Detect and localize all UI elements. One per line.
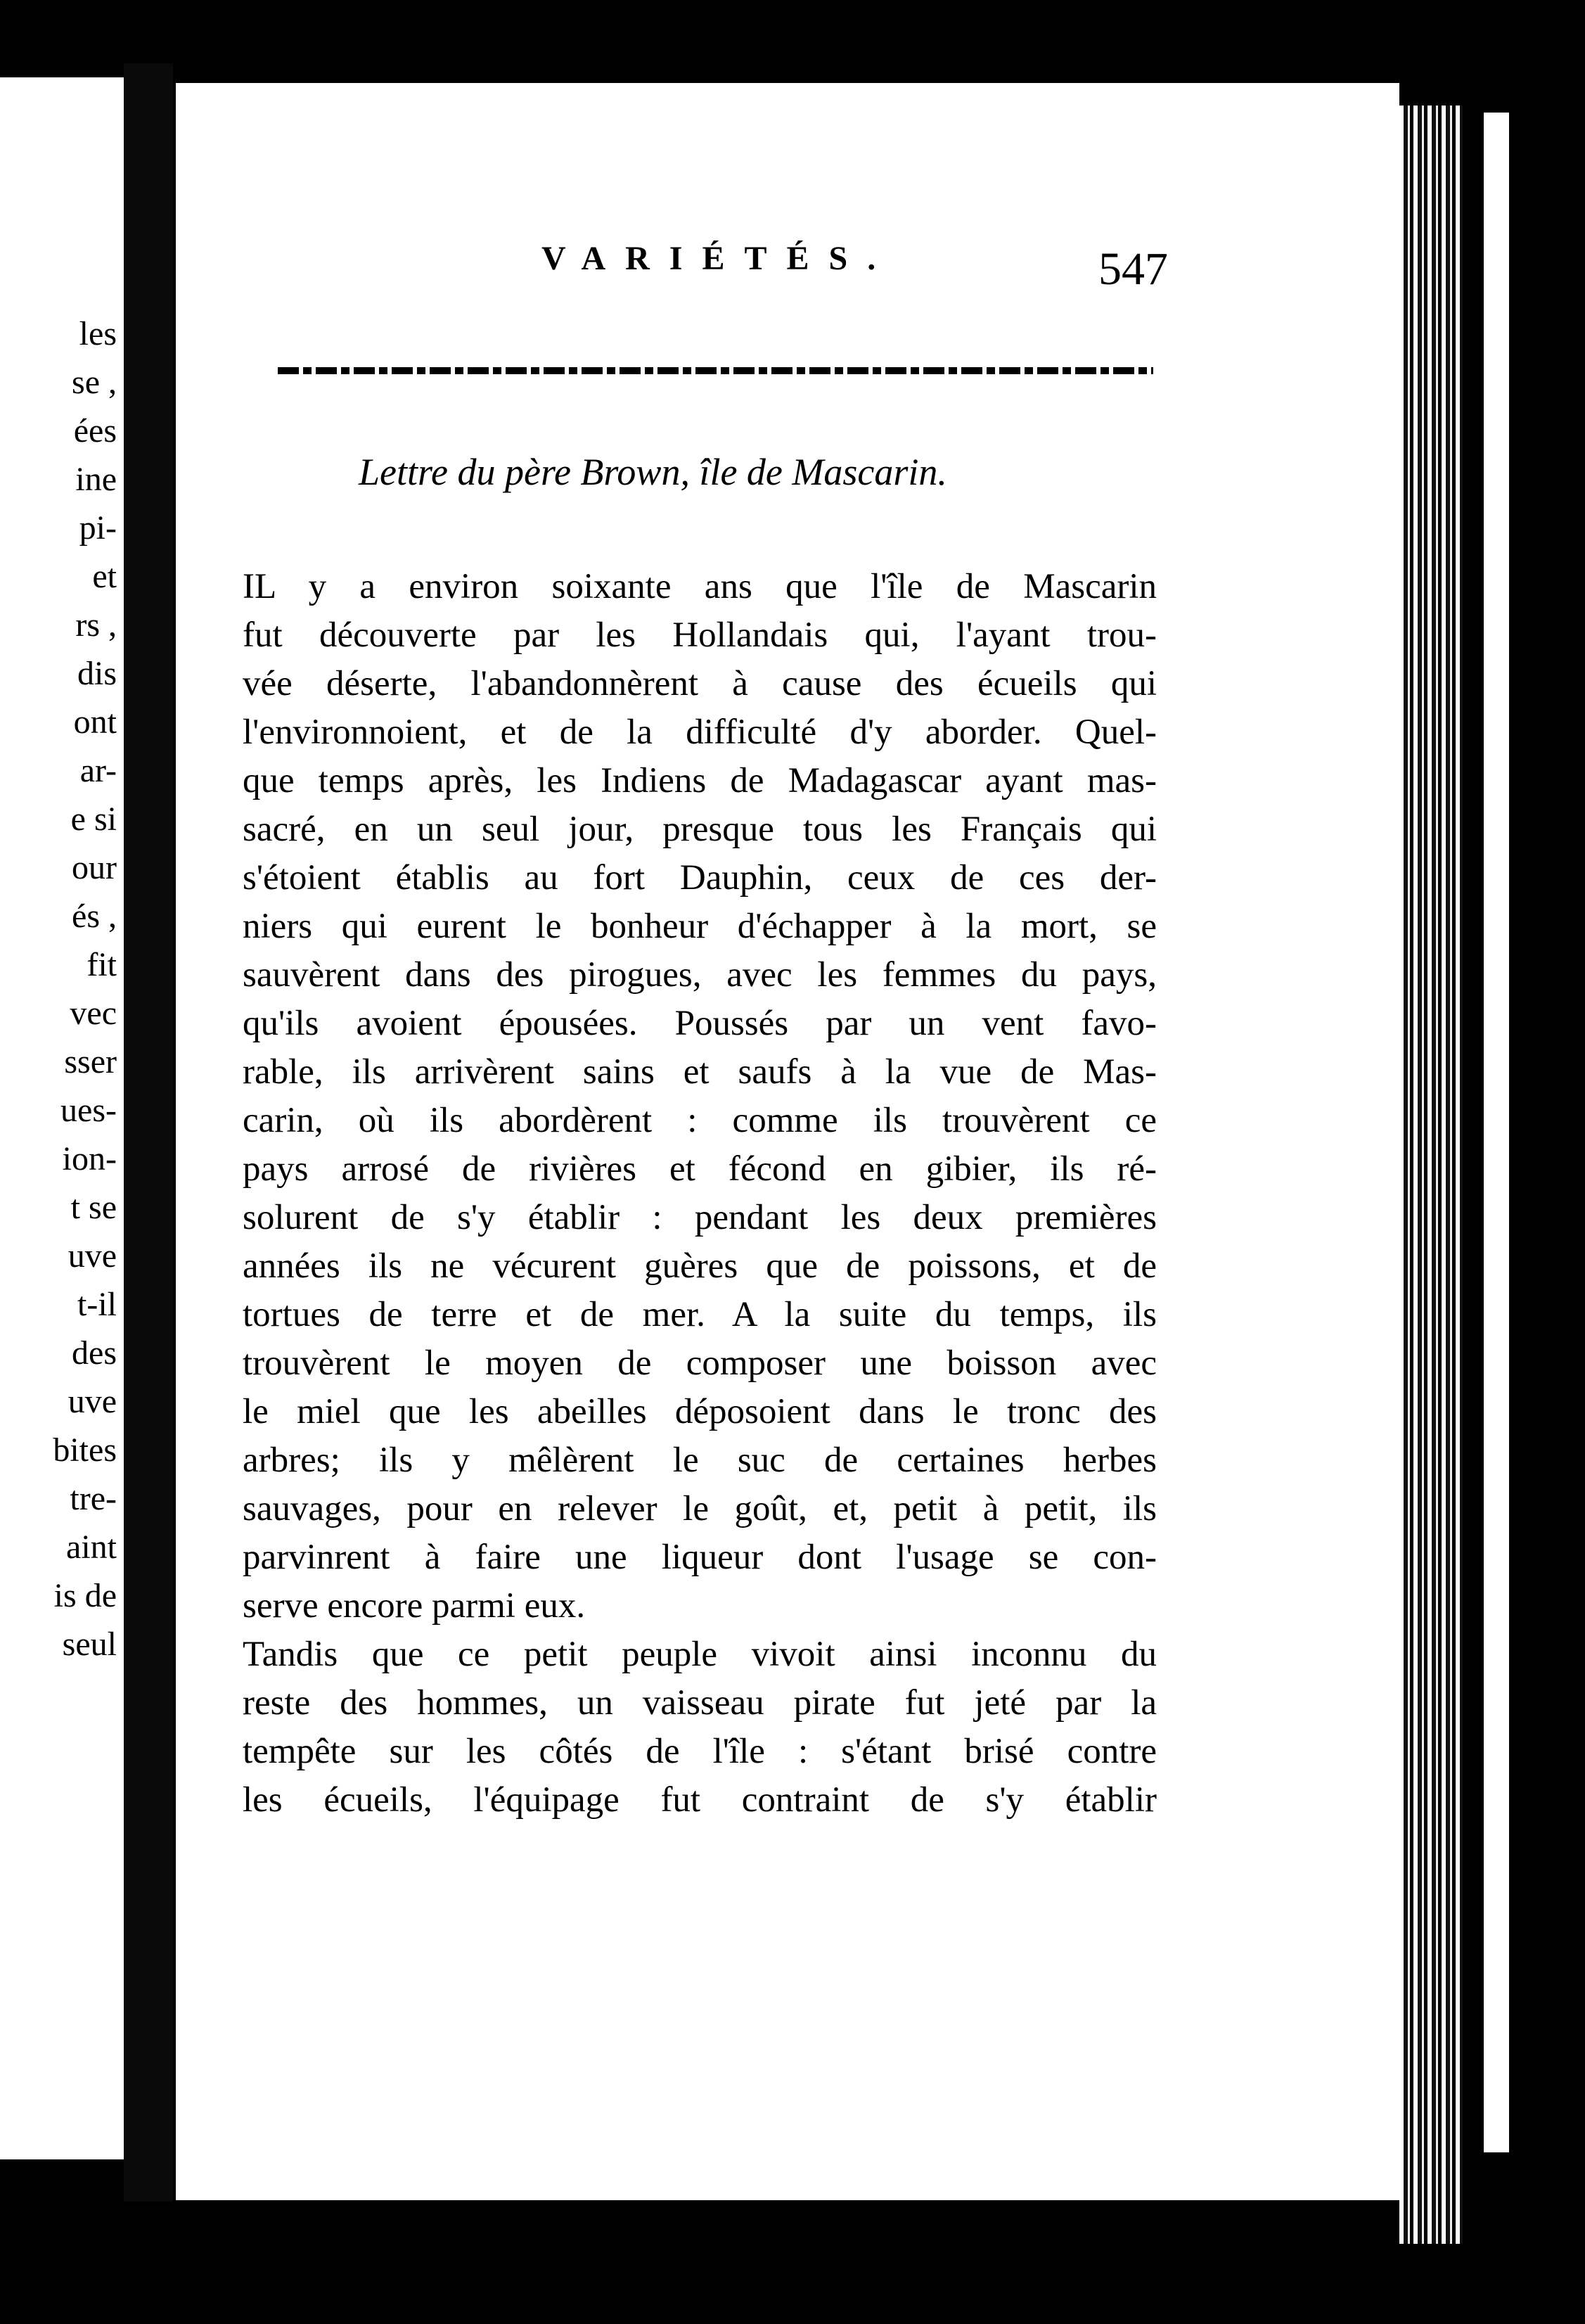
previous-page-text: [53, 309, 117, 1668]
text-line: arbres; ils y mêlèrent le suc de certaines herbes: [243, 1441, 1157, 1480]
text-line: sauvèrent dans des pirogues, avec les femmes du pays,: [243, 955, 1157, 995]
previous-page-fragment: les: [79, 315, 117, 352]
text-line: sauvages, pour en relever le goût, et, petit à petit, ils: [243, 1489, 1157, 1528]
previous-page-fragment: t-il: [77, 1286, 117, 1323]
previous-page-fragment: uve: [68, 1237, 117, 1275]
text-line: reste des hommes, un vaisseau pirate fut jeté par la: [243, 1683, 1157, 1723]
header-rule: [278, 367, 1153, 374]
previous-page-fragment: seul: [62, 1626, 117, 1663]
text-line: carin, où ils abordèrent : comme ils trouvèrent ce: [243, 1101, 1157, 1140]
text-line: que temps après, les Indiens de Madagascar ayant mas-: [243, 761, 1157, 800]
text-line: tortues de terre et de mer. A la suite du temps, ils: [243, 1295, 1157, 1334]
text-line: IL y a environ soixante ans que l'île de Mascarin: [243, 567, 1157, 606]
previous-page-fragment: dis: [77, 655, 117, 692]
text-line: qu'ils avoient épousées. Poussés par un vent favo-: [243, 1004, 1157, 1043]
previous-page-fragment: uve: [68, 1383, 117, 1420]
previous-page-fragment: fit: [86, 946, 117, 983]
page-number: 547: [1098, 243, 1168, 295]
previous-page-fragment: ont: [73, 703, 117, 741]
text-line: sacré, en un seul jour, presque tous les Français qui: [243, 810, 1157, 849]
previous-page-fragment: our: [72, 849, 117, 886]
previous-page: [0, 77, 124, 2159]
previous-page-fragment: des: [72, 1334, 117, 1372]
previous-page-fragment: ion-: [62, 1140, 117, 1177]
text-line: tempête sur les côtés de l'île : s'étant brisé contre: [243, 1732, 1157, 1771]
previous-page-fragment: rs ,: [75, 606, 117, 644]
text-line: vée déserte, l'abandonnèrent à cause des écueils qui: [243, 664, 1157, 703]
previous-page-fragment: et: [92, 558, 117, 595]
previous-page-fragment: és ,: [72, 898, 117, 935]
previous-page-fragment: ine: [75, 461, 117, 498]
letter-title: Lettre du père Brown, île de Mascarin.: [359, 451, 947, 493]
book-gutter: [124, 63, 173, 2202]
text-line: niers qui eurent le bonheur d'échapper à la mort, se: [243, 907, 1157, 946]
previous-page-fragment: sser: [64, 1043, 117, 1080]
text-line: rable, ils arrivèrent sains et saufs à la vue de Mas-: [243, 1052, 1157, 1092]
previous-page-fragment: se ,: [72, 364, 117, 401]
previous-page-fragment: vec: [70, 995, 117, 1032]
text-line: pays arrosé de rivières et fécond en gibier, ils ré-: [243, 1149, 1157, 1189]
text-line: le miel que les abeilles déposoient dans le tronc des: [243, 1392, 1157, 1431]
previous-page-fragment: tre-: [70, 1480, 117, 1517]
text-line: s'étoient établis au fort Dauphin, ceux de ces der-: [243, 858, 1157, 898]
next-page-edge: [1484, 113, 1509, 2152]
text-line: l'environnoient, et de la difficulté d'y aborder. Quel-: [243, 713, 1157, 752]
text-line: les écueils, l'équipage fut contraint de s'y établir: [243, 1780, 1157, 1820]
text-line: années ils ne vécurent guères que de poissons, et de: [243, 1246, 1157, 1286]
page-edges: [1399, 106, 1463, 2244]
body-text: [243, 563, 1157, 1825]
text-line: fut découverte par les Hollandais qui, l'ayant trou-: [243, 615, 1157, 655]
running-head: VARIÉTÉS.: [541, 240, 896, 277]
previous-page-fragment: t se: [70, 1189, 117, 1226]
text-line: Tandis que ce petit peuple vivoit ainsi inconnu du: [243, 1635, 1157, 1674]
previous-page-fragment: aint: [66, 1528, 117, 1566]
previous-page-fragment: ar-: [79, 752, 117, 789]
previous-page-fragment: e si: [70, 800, 117, 838]
text-line: solurent de s'y établir : pendant les deux premières: [243, 1198, 1157, 1237]
text-line: parvinrent à faire une liqueur dont l'usage se con-: [243, 1538, 1157, 1577]
previous-page-fragment: bites: [53, 1431, 117, 1469]
previous-page-fragment: is de: [53, 1577, 117, 1614]
text-line: serve encore parmi eux.: [243, 1586, 586, 1626]
text-line: trouvèrent le moyen de composer une boisson avec: [243, 1343, 1157, 1383]
previous-page-fragment: ues-: [60, 1092, 117, 1129]
previous-page-fragment: pi-: [79, 509, 117, 547]
previous-page-fragment: ées: [73, 412, 117, 449]
